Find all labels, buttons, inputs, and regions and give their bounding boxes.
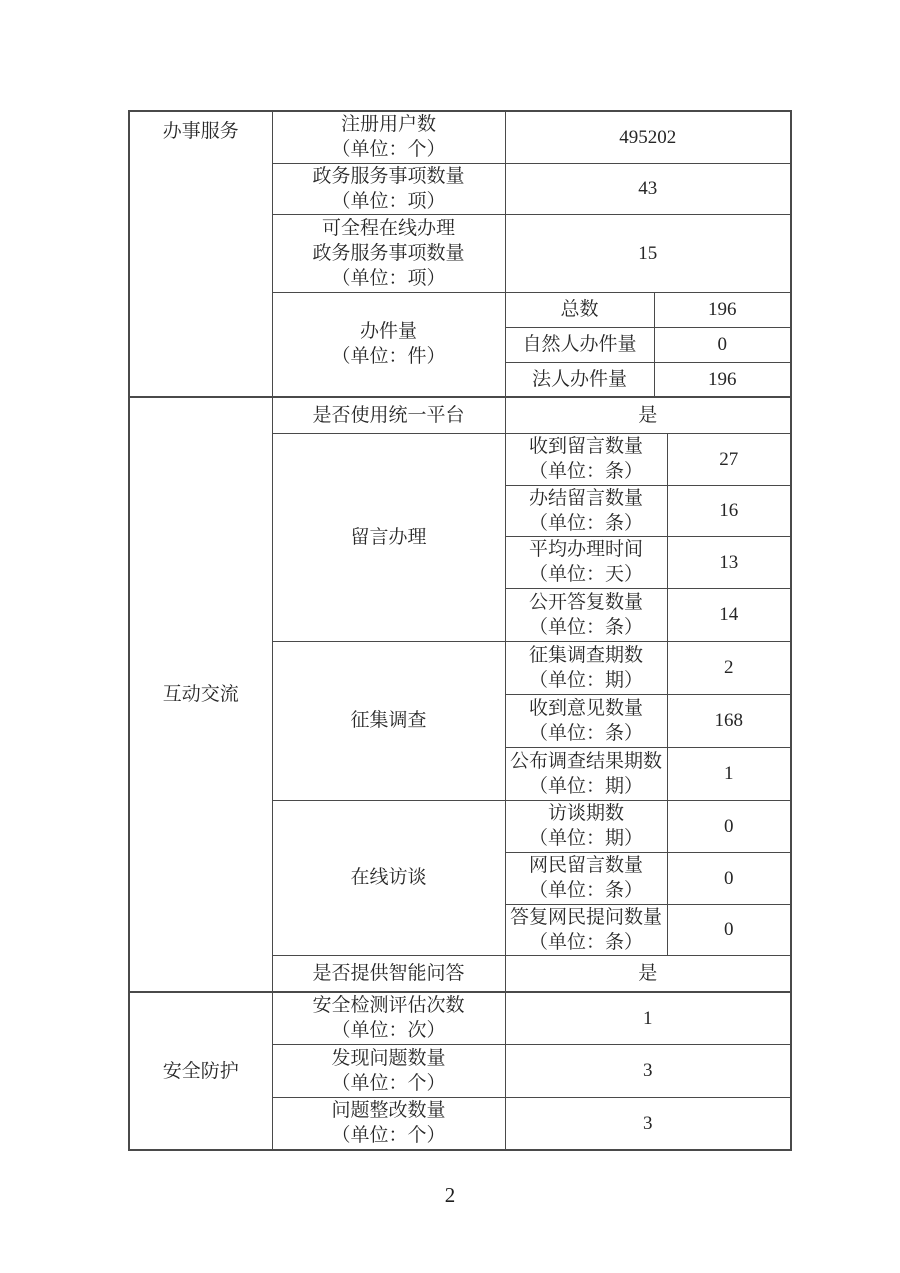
table-row [129,111,791,163]
table-row [129,397,791,433]
sub-label-cell: 总数 [505,292,654,327]
metric-value-cell: 196 [654,292,791,327]
sub-label-cell: 公布调查结果期数 （单位：期） [505,747,667,800]
metric-value-cell: 0 [667,904,791,955]
metric-value-cell: 27 [667,433,791,485]
sub-label-cell: 网民留言数量 （单位：条） [505,852,667,904]
metric-value-cell: 3 [505,1097,791,1150]
category-cell-security: 安全防护 [129,992,272,1150]
metric-label-cell: 发现问题数量 （单位：个） [272,1044,505,1097]
metric-value-cell: 168 [667,694,791,747]
metric-value-cell: 14 [667,588,791,641]
group-label-cell-message-handling: 留言办理 [272,433,505,641]
metric-value-cell: 16 [667,485,791,536]
metric-label-cell: 是否提供智能问答 [272,955,505,992]
sub-label-cell: 收到意见数量 （单位：条） [505,694,667,747]
sub-label-cell: 办结留言数量 （单位：条） [505,485,667,536]
metric-label-cell: 可全程在线办理 政务服务事项数量 （单位：项） [272,214,505,292]
metric-label-cell: 问题整改数量 （单位：个） [272,1097,505,1150]
metric-value-cell: 是 [505,397,791,433]
metric-label-cell: 注册用户数 （单位：个） [272,111,505,163]
report-statistics-table [128,110,792,1151]
metric-label-cell: 安全检测评估次数 （单位：次） [272,992,505,1044]
sub-label-cell: 自然人办件量 [505,327,654,362]
group-label-cell-online-interview: 在线访谈 [272,800,505,955]
metric-value-cell: 0 [654,327,791,362]
metric-value-cell: 495202 [505,111,791,163]
sub-label-cell: 法人办件量 [505,362,654,397]
metric-value-cell: 3 [505,1044,791,1097]
group-label-cell-survey: 征集调查 [272,641,505,800]
sub-label-cell: 访谈期数 （单位：期） [505,800,667,852]
sub-label-cell: 征集调查期数 （单位：期） [505,641,667,694]
metric-label-cell: 是否使用统一平台 [272,397,505,433]
category-cell-service: 办事服务 [129,111,272,397]
sub-label-cell: 平均办理时间 （单位：天） [505,536,667,588]
sub-label-cell: 收到留言数量 （单位：条） [505,433,667,485]
metric-value-cell: 196 [654,362,791,397]
metric-value-cell: 2 [667,641,791,694]
page-number: 2 [444,1183,456,1207]
metric-value-cell: 0 [667,852,791,904]
metric-label-cell: 政务服务事项数量 （单位：项） [272,163,505,214]
group-label-cell-banjianliang: 办件量 （单位：件） [272,292,505,397]
metric-value-cell: 15 [505,214,791,292]
sub-label-cell: 答复网民提问数量 （单位：条） [505,904,667,955]
metric-value-cell: 是 [505,955,791,992]
metric-value-cell: 1 [505,992,791,1044]
sub-label-cell: 公开答复数量 （单位：条） [505,588,667,641]
metric-value-cell: 1 [667,747,791,800]
metric-value-cell: 13 [667,536,791,588]
metric-value-cell: 43 [505,163,791,214]
table-row [129,992,791,1044]
metric-value-cell: 0 [667,800,791,852]
category-cell-interaction: 互动交流 [129,397,272,992]
